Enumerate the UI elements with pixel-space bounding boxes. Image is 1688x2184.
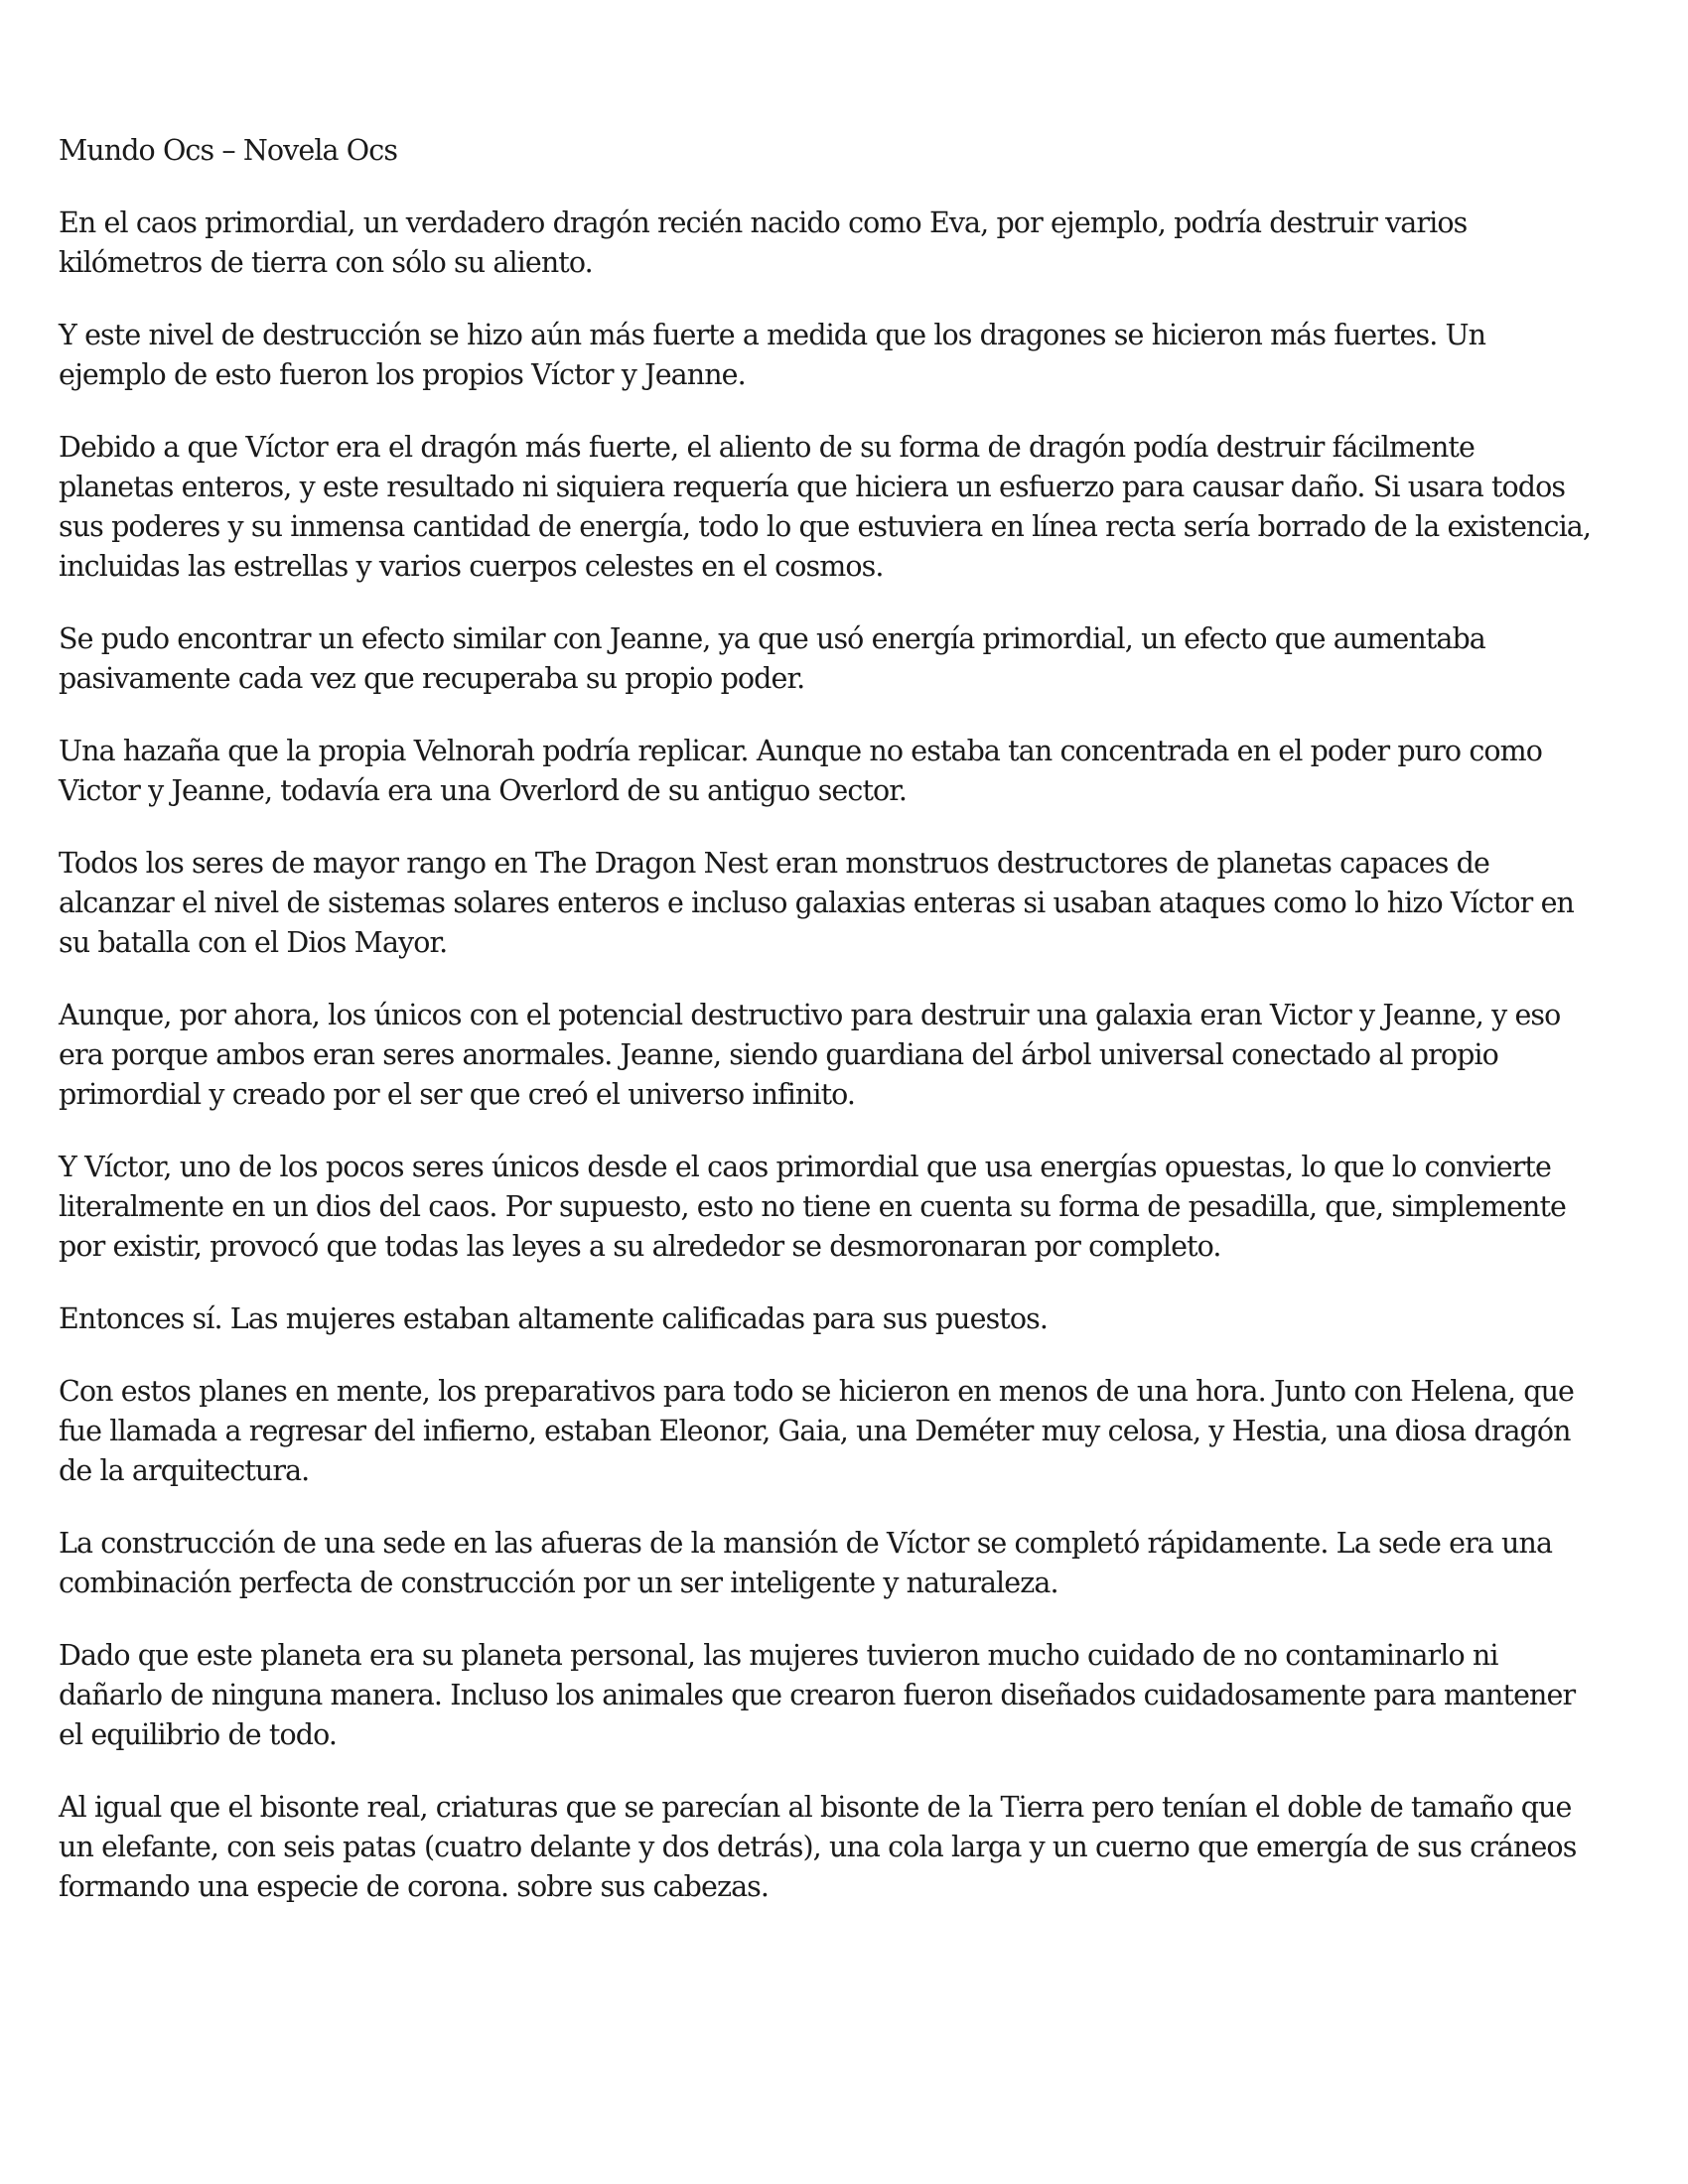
paragraph-line: La construcción de una sede en las afueras de la mansión de Víctor se completó rápidamente. La sede era una — [59, 1527, 1553, 1560]
paragraph-line: alcanzar el nivel de sistemas solares enteros e incluso galaxias enteras si usaban ataques como lo hizo Víctor en — [59, 887, 1574, 919]
paragraph-line: combinación perfecta de construcción por un ser inteligente y naturaleza. — [59, 1567, 1058, 1599]
paragraph-line: Debido a que Víctor era el dragón más fuerte, el aliento de su forma de dragón podía destruir fácilmente — [59, 431, 1475, 464]
paragraph-line: Y Víctor, uno de los pocos seres únicos desde el caos primordial que usa energías opuestas, lo que lo convierte — [59, 1151, 1551, 1183]
paragraph-line: sus poderes y su inmensa cantidad de energía, todo lo que estuviera en línea recta sería borrado de la existencia, — [59, 510, 1592, 543]
paragraph-line: Entonces sí. Las mujeres estaban altamente calificadas para sus puestos. — [59, 1302, 1049, 1335]
paragraph — [59, 996, 1647, 1115]
paragraph-line: pasivamente cada vez que recuperaba su propio poder. — [59, 662, 805, 695]
paragraph — [59, 1299, 1647, 1339]
paragraph — [59, 1636, 1647, 1755]
paragraph — [59, 1148, 1647, 1267]
paragraph-line: Todos los seres de mayor rango en The Dragon Nest eran monstruos destructores de planetas capaces de — [59, 847, 1489, 880]
paragraph — [59, 204, 1647, 283]
paragraph-line: Victor y Jeanne, todavía era una Overlord de su antiguo sector. — [59, 774, 908, 807]
paragraph-line: literalmente en un dios del caos. Por supuesto, esto no tiene en cuenta su forma de pesadilla, que, simplemente — [59, 1190, 1567, 1223]
paragraph-line: un elefante, con seis patas (cuatro delante y dos detrás), una cola larga y un cuerno que emergía de sus cráneos — [59, 1831, 1577, 1863]
paragraph — [59, 316, 1647, 395]
paragraph-line: Con estos planes en mente, los preparativos para todo se hicieron en menos de una hora. Junto con Helena, que — [59, 1375, 1575, 1408]
paragraph-line: Y este nivel de destrucción se hizo aún más fuerte a medida que los dragones se hicieron más fuertes. Un — [59, 319, 1486, 351]
document-title: Mundo Ocs – Novela Ocs — [59, 134, 398, 167]
paragraph-line: Dado que este planeta era su planeta personal, las mujeres tuvieron mucho cuidado de no contaminarlo ni — [59, 1639, 1498, 1672]
paragraph — [59, 1372, 1647, 1491]
paragraph-line: era porque ambos eran seres anormales. Jeanne, siendo guardiana del árbol universal conectado al propio — [59, 1038, 1498, 1071]
paragraph-line: fue llamada a regresar del infierno, estaban Eleonor, Gaia, una Deméter muy celosa, y Hestia, una diosa dragón — [59, 1415, 1571, 1447]
paragraph-line: kilómetros de tierra con sólo su aliento. — [59, 246, 593, 279]
paragraph-line: En el caos primordial, un verdadero dragón recién nacido como Eva, por ejemplo, podría destruir varios — [59, 206, 1468, 239]
paragraph-line: Se pudo encontrar un efecto similar con Jeanne, ya que usó energía primordial, un efecto que aumentaba — [59, 622, 1485, 655]
paragraph-line: de la arquitectura. — [59, 1454, 310, 1487]
paragraph — [59, 428, 1647, 587]
paragraph — [59, 1524, 1647, 1603]
paragraph — [59, 619, 1647, 699]
document-page — [59, 131, 1647, 1940]
paragraph — [59, 732, 1647, 811]
paragraph-line: formando una especie de corona. sobre sus cabezas. — [59, 1870, 770, 1903]
paragraph-line: su batalla con el Dios Mayor. — [59, 926, 448, 959]
paragraph-line: el equilibrio de todo. — [59, 1718, 337, 1751]
paragraph-line: primordial y creado por el ser que creó el universo infinito. — [59, 1078, 856, 1111]
paragraph-line: por existir, provocó que todas las leyes a su alrededor se desmoronaran por completo. — [59, 1230, 1221, 1263]
paragraph-line: Una hazaña que la propia Velnorah podría replicar. Aunque no estaba tan concentrada en el poder puro como — [59, 735, 1543, 767]
paragraph-line: dañarlo de ninguna manera. Incluso los animales que crearon fueron diseñados cuidadosamente para mantener — [59, 1679, 1576, 1711]
paragraph-line: Aunque, por ahora, los únicos con el potencial destructivo para destruir una galaxia eran Victor y Jeanne, y eso — [59, 999, 1561, 1031]
paragraph-line: incluidas las estrellas y varios cuerpos celestes en el cosmos. — [59, 550, 884, 583]
paragraph-line: ejemplo de esto fueron los propios Víctor y Jeanne. — [59, 358, 746, 391]
document-body — [59, 204, 1647, 1907]
paragraph-line: Al igual que el bisonte real, criaturas que se parecían al bisonte de la Tierra pero tenían el doble de tamaño que — [59, 1791, 1572, 1824]
paragraph-line: planetas enteros, y este resultado ni siquiera requería que hiciera un esfuerzo para causar daño. Si usara todos — [59, 471, 1566, 503]
paragraph — [59, 844, 1647, 963]
paragraph — [59, 1788, 1647, 1907]
